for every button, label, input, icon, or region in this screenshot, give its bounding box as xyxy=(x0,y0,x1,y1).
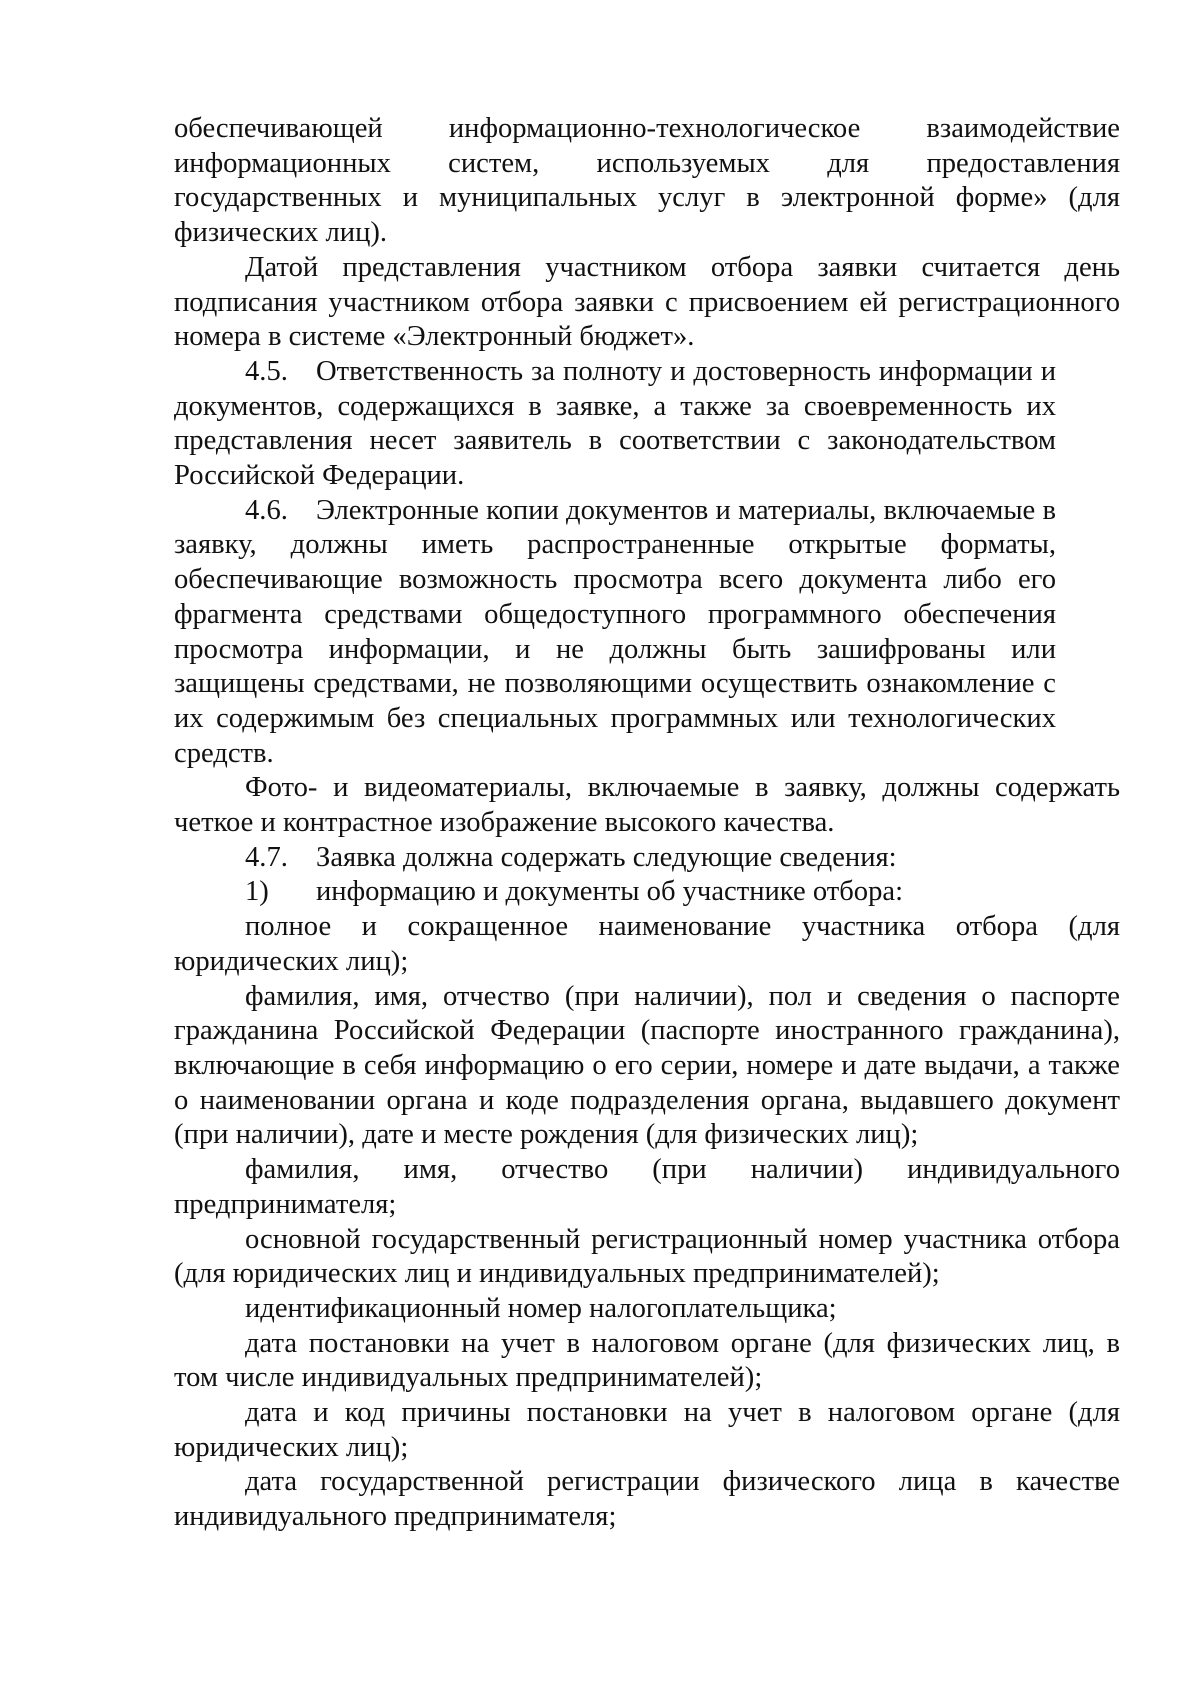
paragraph-text: Ответственность за полноту и достоверность информации и документов, содержащихся в заявке, а также за своевременность их представления несет заявитель в соответствии с законодательством Российской Федерации. xyxy=(174,355,1056,492)
paragraph-number: 4.6. xyxy=(245,494,288,526)
numbered-paragraph-4-5 xyxy=(174,355,1056,494)
paragraph-number: 4.7. xyxy=(245,841,288,873)
numbered-paragraph-4-7 xyxy=(174,841,1120,876)
paragraph: обеспечивающей информационно-технологическое взаимодействие информационных систем, используемых для предоставления государственных и муниципальных услуг в электронной форме» (для физических лиц). xyxy=(174,113,1120,249)
paragraph: дата постановки на учет в налоговом органе (для физических лиц, в том числе индивидуальных предпринимателей); xyxy=(174,1327,1120,1394)
list-item-1 xyxy=(174,875,1120,910)
paragraph-number: 4.5. xyxy=(245,355,288,387)
paragraph: фамилия, имя, отчество (при наличии), пол и сведения о паспорте гражданина Российской Федерации (паспорте иностранного гражданина), включающие в себя информацию о его серии, номере и дате выдачи, а также о наименовании органа и коде подразделения органа, выдавшего документ (при наличии), дате и месте рождения (для физических лиц); xyxy=(174,980,1120,1151)
paragraph-text: Электронные копии документов и материалы, включаемые в заявку, должны иметь распространенные открытые форматы, обеспечивающие возможность просмотра всего документа либо его фрагмента средствами общедоступного программного обеспечения просмотра информации, и не должны быть зашифрованы или защищены средствами, не позволяющими осуществить ознакомление с их содержимым без специальных программных или технологических средств. xyxy=(174,494,1056,769)
document-body xyxy=(174,112,1120,1535)
paragraph: дата и код причины постановки на учет в налоговом органе (для юридических лиц); xyxy=(174,1397,1120,1463)
paragraph: дата государственной регистрации физического лица в качестве индивидуального предпринимателя; xyxy=(174,1466,1120,1533)
numbered-paragraph-4-6 xyxy=(174,494,1056,772)
paragraph: основной государственный регистрационный номер участника отбора (для юридических лиц и индивидуальных предпринимателей); xyxy=(174,1223,1120,1290)
paragraph: полное и сокращенное наименование участника отбора (для юридических лиц); xyxy=(174,911,1120,977)
paragraph: фамилия, имя, отчество (при наличии) индивидуального предпринимателя; xyxy=(174,1154,1120,1220)
paragraph-text: Заявка должна содержать следующие сведения: xyxy=(316,841,897,873)
paragraph: идентификационный номер налогоплательщика; xyxy=(245,1292,837,1324)
paragraph: Датой представления участником отбора заявки считается день подписания участником отбора заявки с присвоением ей регистрационного номера в системе «Электронный бюджет». xyxy=(174,251,1120,353)
paragraph-number: 1) xyxy=(245,876,269,908)
paragraph-text: информацию и документы об участнике отбора: xyxy=(316,876,904,908)
paragraph: Фото- и видеоматериалы, включаемые в заявку, должны содержать четкое и контрастное изображение высокого качества. xyxy=(174,772,1120,839)
